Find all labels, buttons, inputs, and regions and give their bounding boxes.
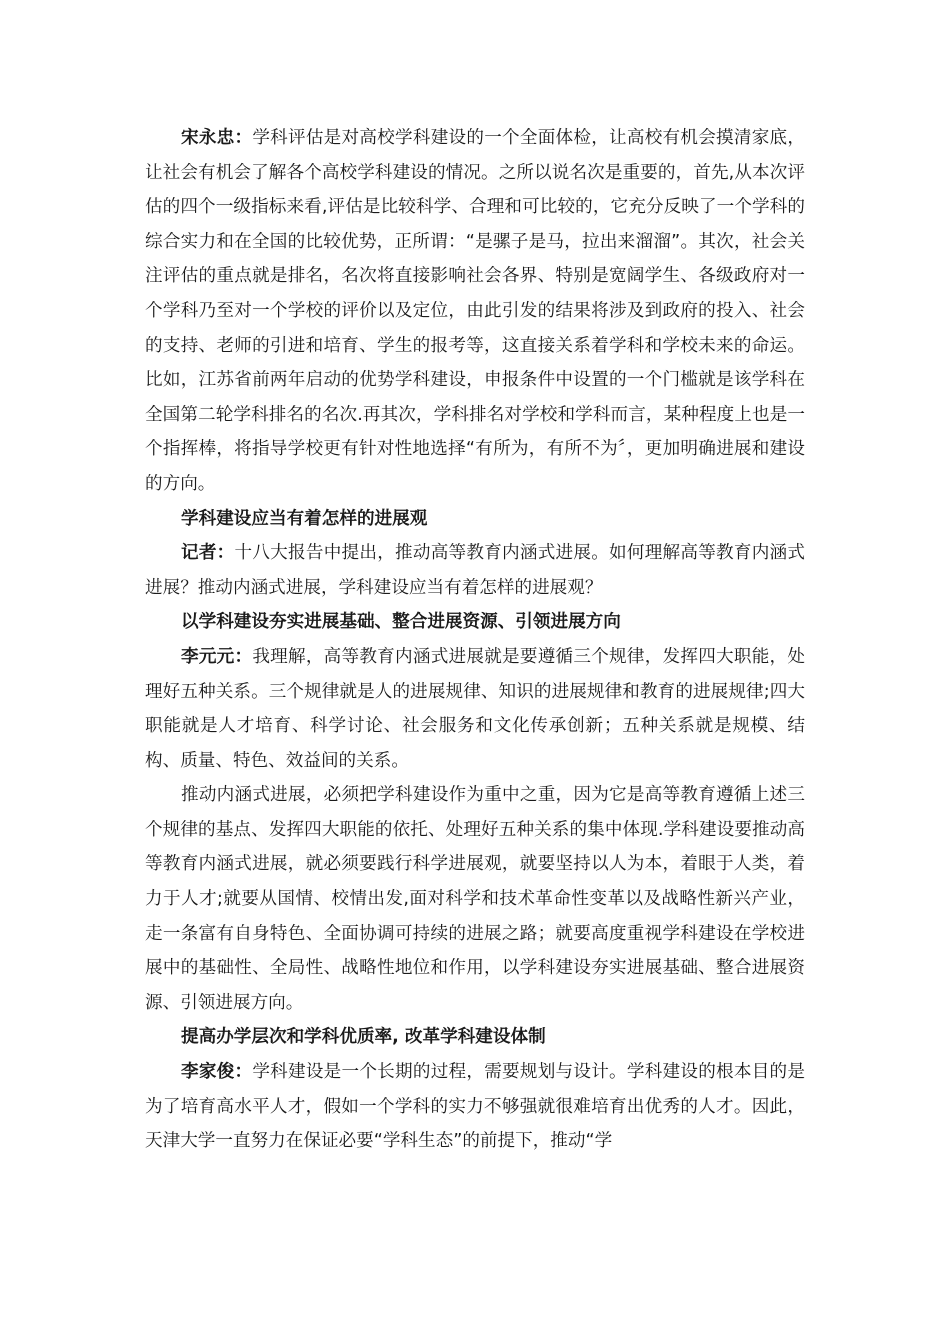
paragraph-li-jiajun (145, 1055, 805, 1159)
paragraph-text: 我理解，高等教育内涵式进展就是要遵循三个规律，发挥四大职能，处理好五种关系。三个规律就是人的进展规律、知识的进展规律和教育的进展规律;四大职能就是人才培育、科学讨论、社会服务和文化传承创新；五种关系就是规模、结构、质量、特色、效益间的关系。 (145, 646, 805, 771)
paragraph-reporter (145, 536, 805, 605)
paragraph-li-yuanyuan (145, 640, 805, 778)
speaker-name: 李元元： (181, 646, 253, 667)
paragraph-text: 学科评估是对高校学科建设的一个全面体检，让高校有机会摸清家底，让社会有机会了解各个高校学科建设的情况。之所以说名次是重要的，首先,从本次评估的四个一级指标来看,评估是比较科学、合理和可比较的，它充分反映了一个学科的综合实力和在全国的比较优势，正所谓：“是骡子是马，拉出来溜溜”。其次，社会关注评估的重点就是排名，名次将直接影响社会各界、特别是宽阔学生、各级政府对一个学科乃至对一个学校的评价以及定位，由此引发的结果将涉及到政府的投入、社会的支持、老师的引进和培育、学生的报考等，这直接关系着学科和学校未来的命运。比如，江苏省前两年启动的优势学科建设，申报条件中设置的一个门槛就是该学科在全国第二轮学科排名的名次.再其次，学科排名对学校和学科而言，某种程度上也是一个指挥棒，将指导学校更有针对性地选择“有所为，有所不为〞，更加明确进展和建设的方向。 (145, 128, 805, 494)
paragraph-text: 十八大报告中提出，推动高等教育内涵式进展。如何理解高等教育内涵式进展？推动内涵式进展，学科建设应当有着怎样的进展观？ (145, 543, 805, 598)
paragraph-li-yuanyuan-continued (145, 778, 805, 1020)
document-page (145, 121, 805, 1159)
section-heading-reform: 提高办学层次和学科优质率, 改革学科建设体制 (181, 1027, 546, 1048)
paragraph-text: 学科建设是一个长期的过程，需要规划与设计。学科建设的根本目的是为了培育高水平人才，假如一个学科的实力不够强就很难培育出优秀的人才。因此，天津大学一直努力在保证必要“学科生态”的前提下，推动“学 (145, 1062, 805, 1152)
paragraph-text: 推动内涵式进展，必须把学科建设作为重中之重，因为它是高等教育遵循上述三个规律的基点、发挥四大职能的依托、处理好五种关系的集中体现.学科建设要推动高等教育内涵式进展，就必须要践行科学进展观，就要坚持以人为本，着眼于人类，着力于人才;就要从国情、校情出发,面对科学和技术革命性变革以及战略性新兴产业，走一条富有自身特色、全面协调可持续的进展之路；就要高度重视学科建设在学校进展中的基础性、全局性、战略性地位和作用，以学科建设夯实进展基础、整合进展资源、引领进展方向。 (145, 785, 805, 1013)
speaker-name: 宋永忠： (181, 128, 253, 148)
speaker-name: 记者： (181, 543, 235, 564)
section-heading-foundation: 以学科建设夯实进展基础、整合进展资源、引领进展方向 (181, 612, 621, 633)
paragraph-song-yongzhong (145, 121, 805, 502)
speaker-name: 李家俊： (181, 1062, 253, 1083)
section-heading-development-view: 学科建设应当有着怎样的进展观 (181, 508, 428, 529)
